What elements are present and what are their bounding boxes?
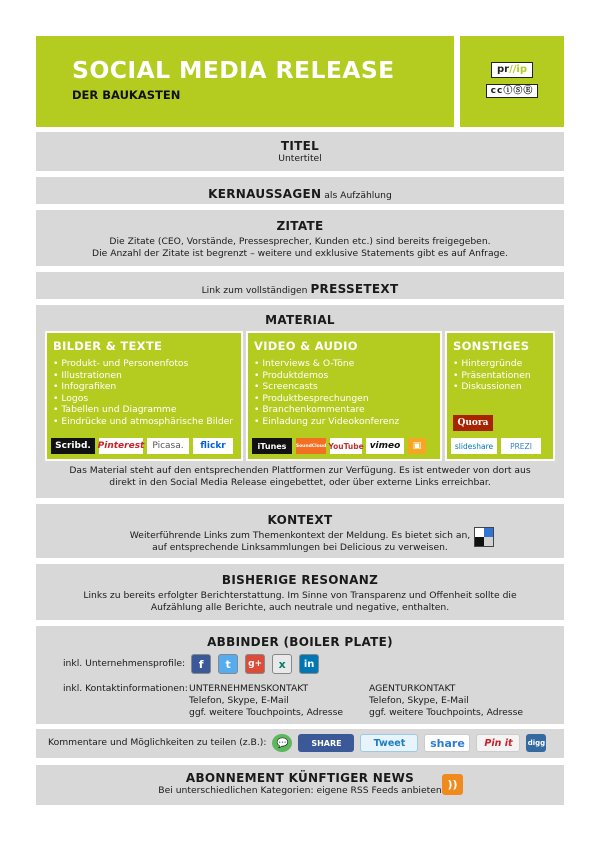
prip-logo: pr//ip [491,62,533,78]
header [36,36,564,127]
contact-line: UNTERNEHMENSKONTAKT [189,683,309,694]
slideshare-logo[interactable]: slideshare [451,438,497,454]
facebook-share-button[interactable]: SHARE [298,734,354,752]
list-item: • Eindrücke und atmosphärische Bilder [53,416,241,428]
xing-icon[interactable]: x [272,654,292,674]
page-title: SOCIAL MEDIA RELEASE [72,56,395,84]
list-item: • Interviews & O-Töne [254,358,440,370]
abo-text: Bei unterschiedlichen Kategorien: eigene RSS Feeds anbieten [158,785,442,796]
digg-button[interactable]: digg [526,734,546,752]
material-footer-line: Das Material steht auf den entsprechenden Plattformen zur Verfügung. Es ist entweder von dort aus [69,465,531,476]
section-abonnement [36,765,564,805]
box-video-audio [246,331,442,461]
titel-heading: TITEL [280,139,320,153]
kontext-line: auf entsprechende Linksammlungen bei Delicious zu verweisen. [152,542,448,553]
contact-line: ggf. weitere Touchpoints, Adresse [369,707,524,718]
videoconference-icon[interactable]: ▣ [408,438,426,454]
company-contact [189,683,369,719]
youtube-logo[interactable]: YouTube [330,438,362,454]
list-item: • Infografiken [53,381,241,393]
presse-link[interactable]: PRESSETEXT [310,282,399,296]
section-abbinder [36,626,564,724]
kontext-line: Weiterführende Links zum Themenkontext der Meldung. Es bietet sich an, [129,530,471,541]
list-item: • Logos [53,393,241,405]
vimeo-logo[interactable]: vimeo [366,438,404,454]
list-item: • Illustrationen [53,370,241,382]
section-titel [36,132,564,171]
section-share [36,729,564,758]
section-kernaussagen [36,177,564,204]
itunes-logo[interactable]: iTunes [252,438,292,454]
profile-label: inkl. Unternehmensprofile: [63,658,186,669]
contact-label: inkl. Kontaktinformationen: [63,683,188,694]
pinterest-logo[interactable]: Pinterest [99,438,143,454]
list-item: • Tabellen und Diagramme [53,404,241,416]
box-bilder-texte [45,331,243,461]
box-title: SONSTIGES [453,339,530,353]
page-subtitle: DER BAUKASTEN [72,88,181,102]
resonanz-line: Links zu bereits erfolgter Berichterstattung. Im Sinne von Transparenz und Offenheit sollte die [83,590,517,601]
box-title: VIDEO & AUDIO [254,339,358,353]
material-heading: MATERIAL [265,313,335,327]
presse-prefix: Link zum vollständigen [201,285,311,296]
delicious-icon[interactable] [474,527,494,547]
resonanz-heading: BISHERIGE RESONANZ [221,573,379,587]
abbinder-heading: ABBINDER (BOILER PLATE) [207,635,393,649]
logo-panel [460,36,564,127]
contact-line: Telefon, Skype, E-Mail [189,695,289,706]
contact-line: AGENTURKONTAKT [369,683,456,694]
section-pressetext [36,272,564,299]
flickr-logo[interactable]: flickr [193,438,233,454]
zitate-line: Die Anzahl der Zitate ist begrenzt – weitere und exklusive Statements gibt es auf Anfrage. [92,248,508,259]
abo-heading: ABONNEMENT KÜNFTIGER NEWS [185,771,415,785]
quora-logo[interactable]: Quora [453,415,493,431]
list-item: • Screencasts [254,381,440,393]
kern-suffix: als Aufzählung [321,190,392,201]
kontext-heading: KONTEXT [267,513,333,527]
section-kontext [36,504,564,558]
section-material [36,305,564,498]
page [36,36,564,805]
list-item: • Branchenkommentare [254,404,440,416]
list-item: • Hintergründe [453,358,553,370]
linkedin-icon[interactable]: in [299,654,319,674]
material-footer-line: direkt in den Social Media Release eingebettet, oder über externe Links erreichbar. [109,477,491,488]
box-title: BILDER & TEXTE [53,339,163,353]
picasa-logo[interactable]: Picasa. [147,438,189,454]
google-plus-icon[interactable]: g+ [245,654,265,674]
comment-icon[interactable]: 💬 [272,734,292,752]
list-item: • Präsentationen [453,370,553,382]
zitate-line: Die Zitate (CEO, Vorstände, Pressesprecher, Kunden etc.) sind bereits freigegeben. [109,236,491,247]
section-zitate [36,210,564,266]
twitter-icon[interactable]: t [218,654,238,674]
list-item: • Produktbesprechungen [254,393,440,405]
agency-contact [369,683,523,719]
scribd-logo[interactable]: Scribd. [51,438,95,454]
titel-text: Untertitel [278,153,322,164]
list-item: • Diskussionen [453,381,553,393]
list-item: • Einladung zur Videokonferenz [254,416,440,428]
resonanz-line: Aufzählung alle Berichte, auch neutrale und negative, enthalten. [150,602,450,613]
contact-line: Telefon, Skype, E-Mail [369,695,469,706]
tweet-button[interactable]: Tweet [360,734,418,752]
contact-line: ggf. weitere Touchpoints, Adresse [189,707,344,718]
share-label: Kommentare und Möglichkeiten zu teilen (z.B.): [48,737,267,748]
pin-it-button[interactable]: Pin it [476,734,520,752]
list-item: • Produktdemos [254,370,440,382]
list-item: • Produkt- und Personenfotos [53,358,241,370]
kern-heading: KERNAUSSAGEN [208,187,322,201]
box-sonstiges [445,331,555,461]
section-resonanz [36,564,564,620]
share-button[interactable]: share [424,734,470,752]
header-banner [36,36,454,127]
creative-commons-badge: ccⓘⓈⒺ [486,84,539,98]
facebook-icon[interactable]: f [191,654,211,674]
prezi-logo[interactable]: PREZI [501,438,541,454]
soundcloud-logo[interactable]: SoundCloud [296,438,326,454]
zitate-heading: ZITATE [276,219,324,233]
rss-icon[interactable]: )) [442,774,463,795]
